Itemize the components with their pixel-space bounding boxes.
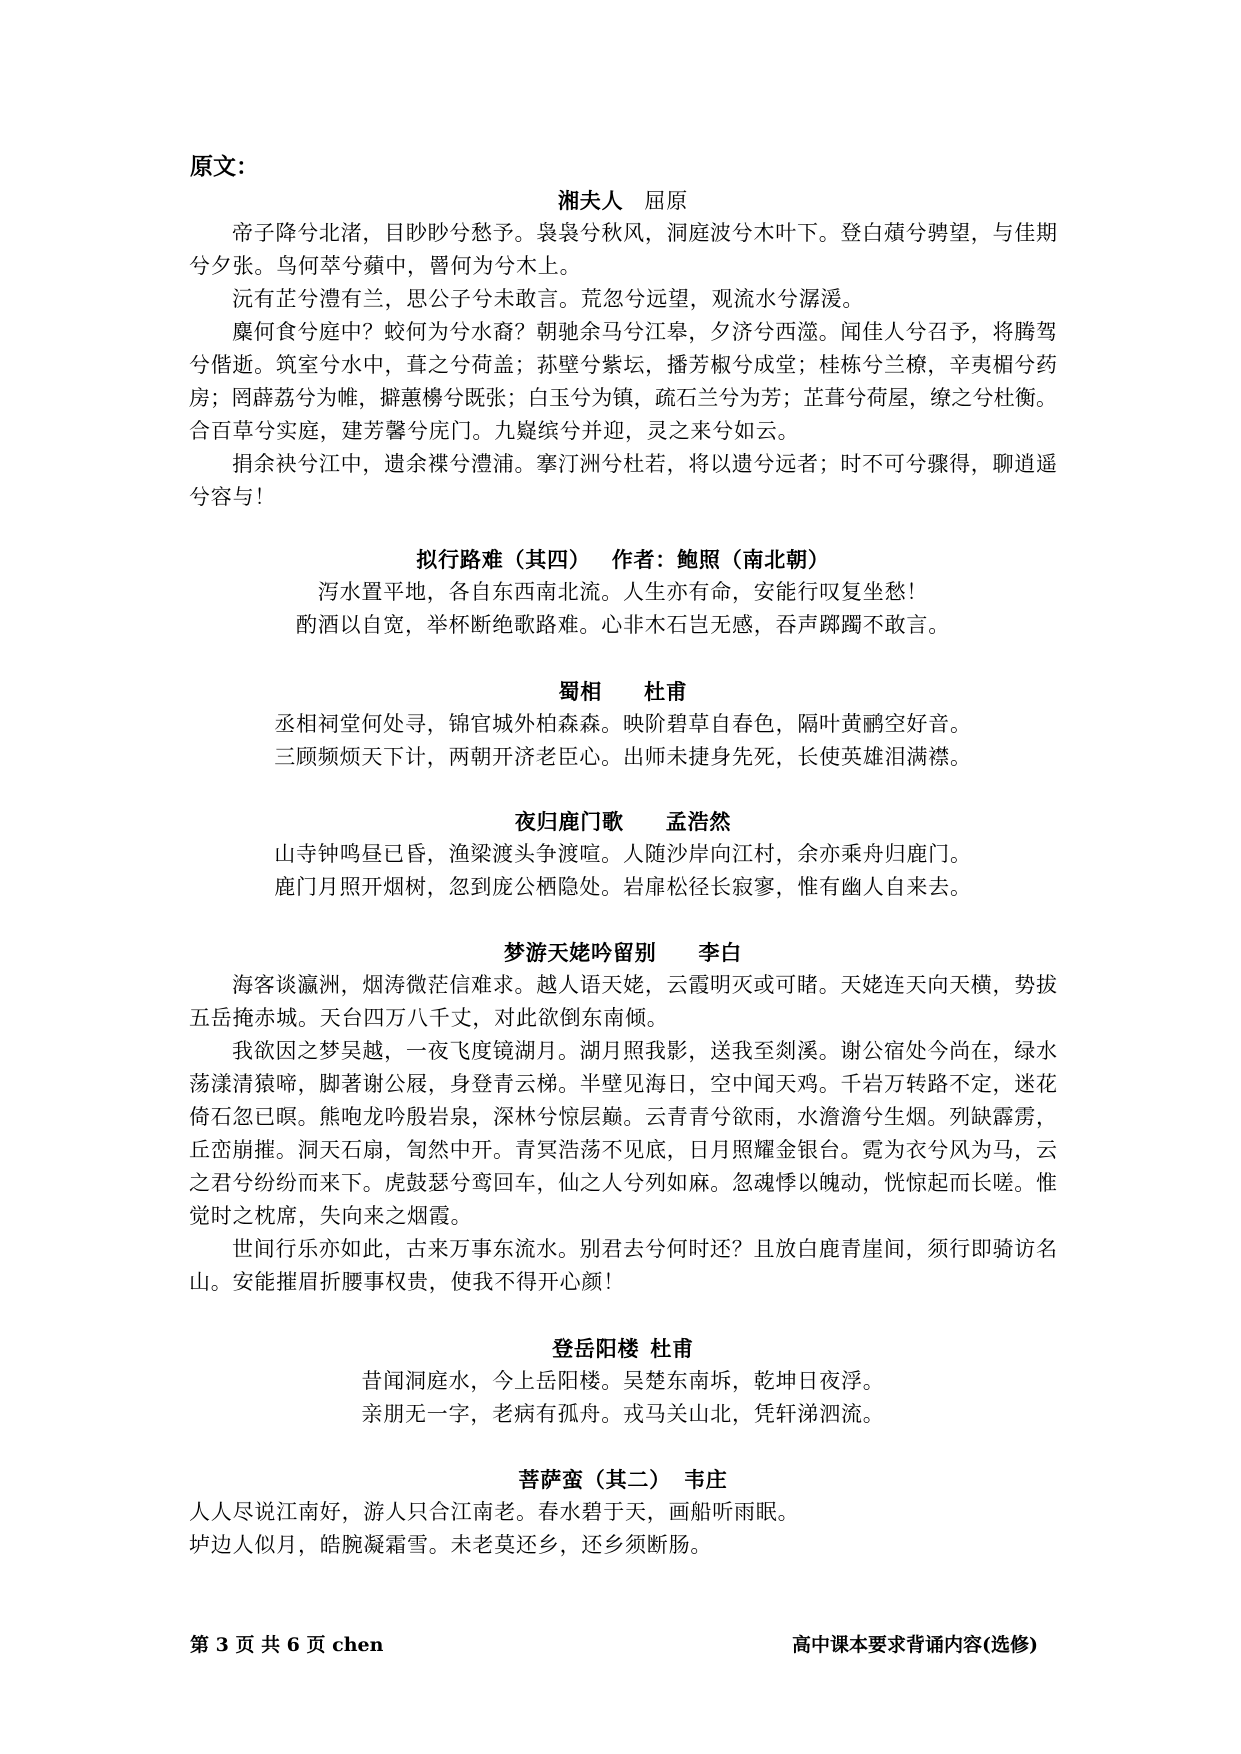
poem-line: 丞相祠堂何处寻，锦官城外柏森森。映阶碧草自春色，隔叶黄鹂空好音。 bbox=[274, 712, 972, 736]
poem-title: 梦游天姥吟留别 bbox=[503, 940, 657, 965]
poem-xiang-furen bbox=[189, 184, 1057, 514]
poem-title-line bbox=[189, 1332, 1057, 1365]
poem-title-line bbox=[189, 184, 1057, 217]
poem-line: 兮偕逝。筑室兮水中，葺之兮荷盖；荪壁兮紫坛，播芳椒兮成堂；桂栋兮兰橑，辛夷楣兮药 bbox=[189, 353, 1057, 377]
poem-line: 鹿门月照开烟树，忽到庞公栖隐处。岩扉松径长寂寥，惟有幽人自来去。 bbox=[274, 875, 972, 899]
poem-meng-you-tian-mu bbox=[189, 936, 1057, 1299]
poem-title: 湘夫人 bbox=[557, 188, 624, 213]
poem-pu-sa-man bbox=[189, 1463, 1057, 1562]
poem-deng-yue-yang-lou bbox=[189, 1332, 1057, 1431]
poem-title: 蜀相 bbox=[558, 679, 602, 704]
poem-ni-xing-lu-nan bbox=[189, 543, 1057, 642]
poem-line: 丘峦崩摧。洞天石扇，訇然中开。青冥浩荡不见底，日月照耀金银台。霓为衣兮风为马，云 bbox=[189, 1138, 1057, 1162]
poem-line: 人人尽说江南好，游人只合江南老。春水碧于天，画船听雨眠。 bbox=[189, 1500, 800, 1524]
poem-line: 帝子降兮北渚，目眇眇兮愁予。袅袅兮秋风，洞庭波兮木叶下。登白薠兮骋望，与佳期 bbox=[232, 221, 1057, 245]
poem-line: 我欲因之梦吴越，一夜飞度镜湖月。湖月照我影，送我至剡溪。谢公宿处今尚在，绿水 bbox=[232, 1039, 1057, 1063]
poem-ye-gui-lu-men-ge bbox=[189, 805, 1057, 904]
poem-line: 合百草兮实庭，建芳馨兮庑门。九嶷缤兮并迎，灵之来兮如云。 bbox=[189, 419, 800, 443]
poem-title-line bbox=[189, 675, 1057, 708]
poem-title-line bbox=[189, 936, 1057, 969]
poem-author: 韦庄 bbox=[684, 1467, 728, 1492]
poem-line: 兮容与！ bbox=[189, 485, 277, 509]
poem-title: 拟行路难（其四） bbox=[416, 547, 591, 572]
poem-title: 登岳阳楼 bbox=[552, 1336, 640, 1361]
poem-title: 夜归鹿门歌 bbox=[514, 809, 624, 834]
poem-line: 之君兮纷纷而来下。虎鼓瑟兮鸾回车，仙之人兮列如麻。忽魂悸以魄动，恍惊起而长嗟。惟 bbox=[189, 1171, 1057, 1195]
poem-title-line bbox=[189, 805, 1057, 838]
poem-title-line bbox=[189, 1463, 1057, 1496]
poem-shu-xiang bbox=[189, 675, 1057, 774]
poem-author: 屈原 bbox=[644, 189, 688, 213]
poem-line: 沅有芷兮澧有兰，思公子兮未敢言。荒忽兮远望，观流水兮潺湲。 bbox=[232, 287, 865, 311]
poem-author: 杜甫 bbox=[644, 679, 688, 704]
poem-line: 麋何食兮庭中？蛟何为兮水裔？朝驰余马兮江皋，夕济兮西澨。闻佳人兮召予，将腾驾 bbox=[232, 320, 1057, 344]
poem-line: 荡漾清猿啼，脚著谢公屐，身登青云梯。半壁见海日，空中闻天鸡。千岩万转路不定，迷花 bbox=[189, 1072, 1057, 1096]
poem-line: 三顾频烦天下计，两朝开济老臣心。出师未捷身先死，长使英雄泪满襟。 bbox=[274, 745, 972, 769]
poem-line: 兮夕张。鸟何萃兮蘋中，罾何为兮木上。 bbox=[189, 254, 582, 278]
poem-author: 孟浩然 bbox=[665, 809, 732, 834]
poem-line: 捐余袂兮江中，遗余褋兮澧浦。搴汀洲兮杜若，将以遗兮远者；时不可兮骤得，聊逍遥 bbox=[232, 452, 1057, 476]
poem-title-line bbox=[189, 543, 1057, 576]
poem-line: 山。安能摧眉折腰事权贵，使我不得开心颜！ bbox=[189, 1270, 625, 1294]
poem-author: 杜甫 bbox=[650, 1336, 694, 1361]
poem-line: 泻水置平地，各自东西南北流。人生亦有命，安能行叹复坐愁！ bbox=[317, 580, 929, 604]
poem-line: 倚石忽已暝。熊咆龙吟殷岩泉，深林兮惊层巅。云青青兮欲雨，水澹澹兮生烟。列缺霹雳， bbox=[189, 1105, 1057, 1129]
poem-author: 作者：鲍照（南北朝） bbox=[611, 547, 830, 572]
poem-line: 酌酒以自宽，举杯断绝歌路难。心非木石岂无感，吞声踯躅不敢言。 bbox=[296, 613, 950, 637]
poem-author: 李白 bbox=[698, 940, 743, 965]
poem-line: 世间行乐亦如此，古来万事东流水。别君去兮何时还？且放白鹿青崖间，须行即骑访名 bbox=[232, 1237, 1057, 1261]
page-number: 第 3 页 共 6 页 chen bbox=[190, 1634, 384, 1656]
poem-line: 觉时之枕席，失向来之烟霞。 bbox=[189, 1204, 473, 1228]
poem-line: 亲朋无一字，老病有孤舟。戎马关山北，凭轩涕泗流。 bbox=[361, 1402, 885, 1426]
poem-line: 海客谈瀛洲，烟涛微茫信难求。越人语天姥，云霞明灭或可睹。天姥连天向天横，势拔 bbox=[232, 973, 1057, 997]
section-heading: 原文： bbox=[190, 153, 259, 180]
poem-line: 山寺钟鸣昼已昏，渔梁渡头争渡喧。人随沙岸向江村，余亦乘舟归鹿门。 bbox=[274, 842, 972, 866]
poem-line: 房；罔薜荔兮为帷，擗蕙櫋兮既张；白玉兮为镇，疏石兰兮为芳；芷葺兮荷屋，缭之兮杜衡。 bbox=[189, 386, 1057, 410]
poem-title: 菩萨蛮（其二） bbox=[518, 1467, 671, 1492]
poem-line: 垆边人似月，皓腕凝霜雪。未老莫还乡，还乡须断肠。 bbox=[189, 1533, 713, 1557]
poem-line: 五岳掩赤城。天台四万八千丈，对此欲倒东南倾。 bbox=[189, 1006, 669, 1030]
document-title: 高中课本要求背诵内容(选修) bbox=[792, 1634, 1038, 1656]
poem-line: 昔闻洞庭水，今上岳阳楼。吴楚东南坼，乾坤日夜浮。 bbox=[361, 1369, 885, 1393]
